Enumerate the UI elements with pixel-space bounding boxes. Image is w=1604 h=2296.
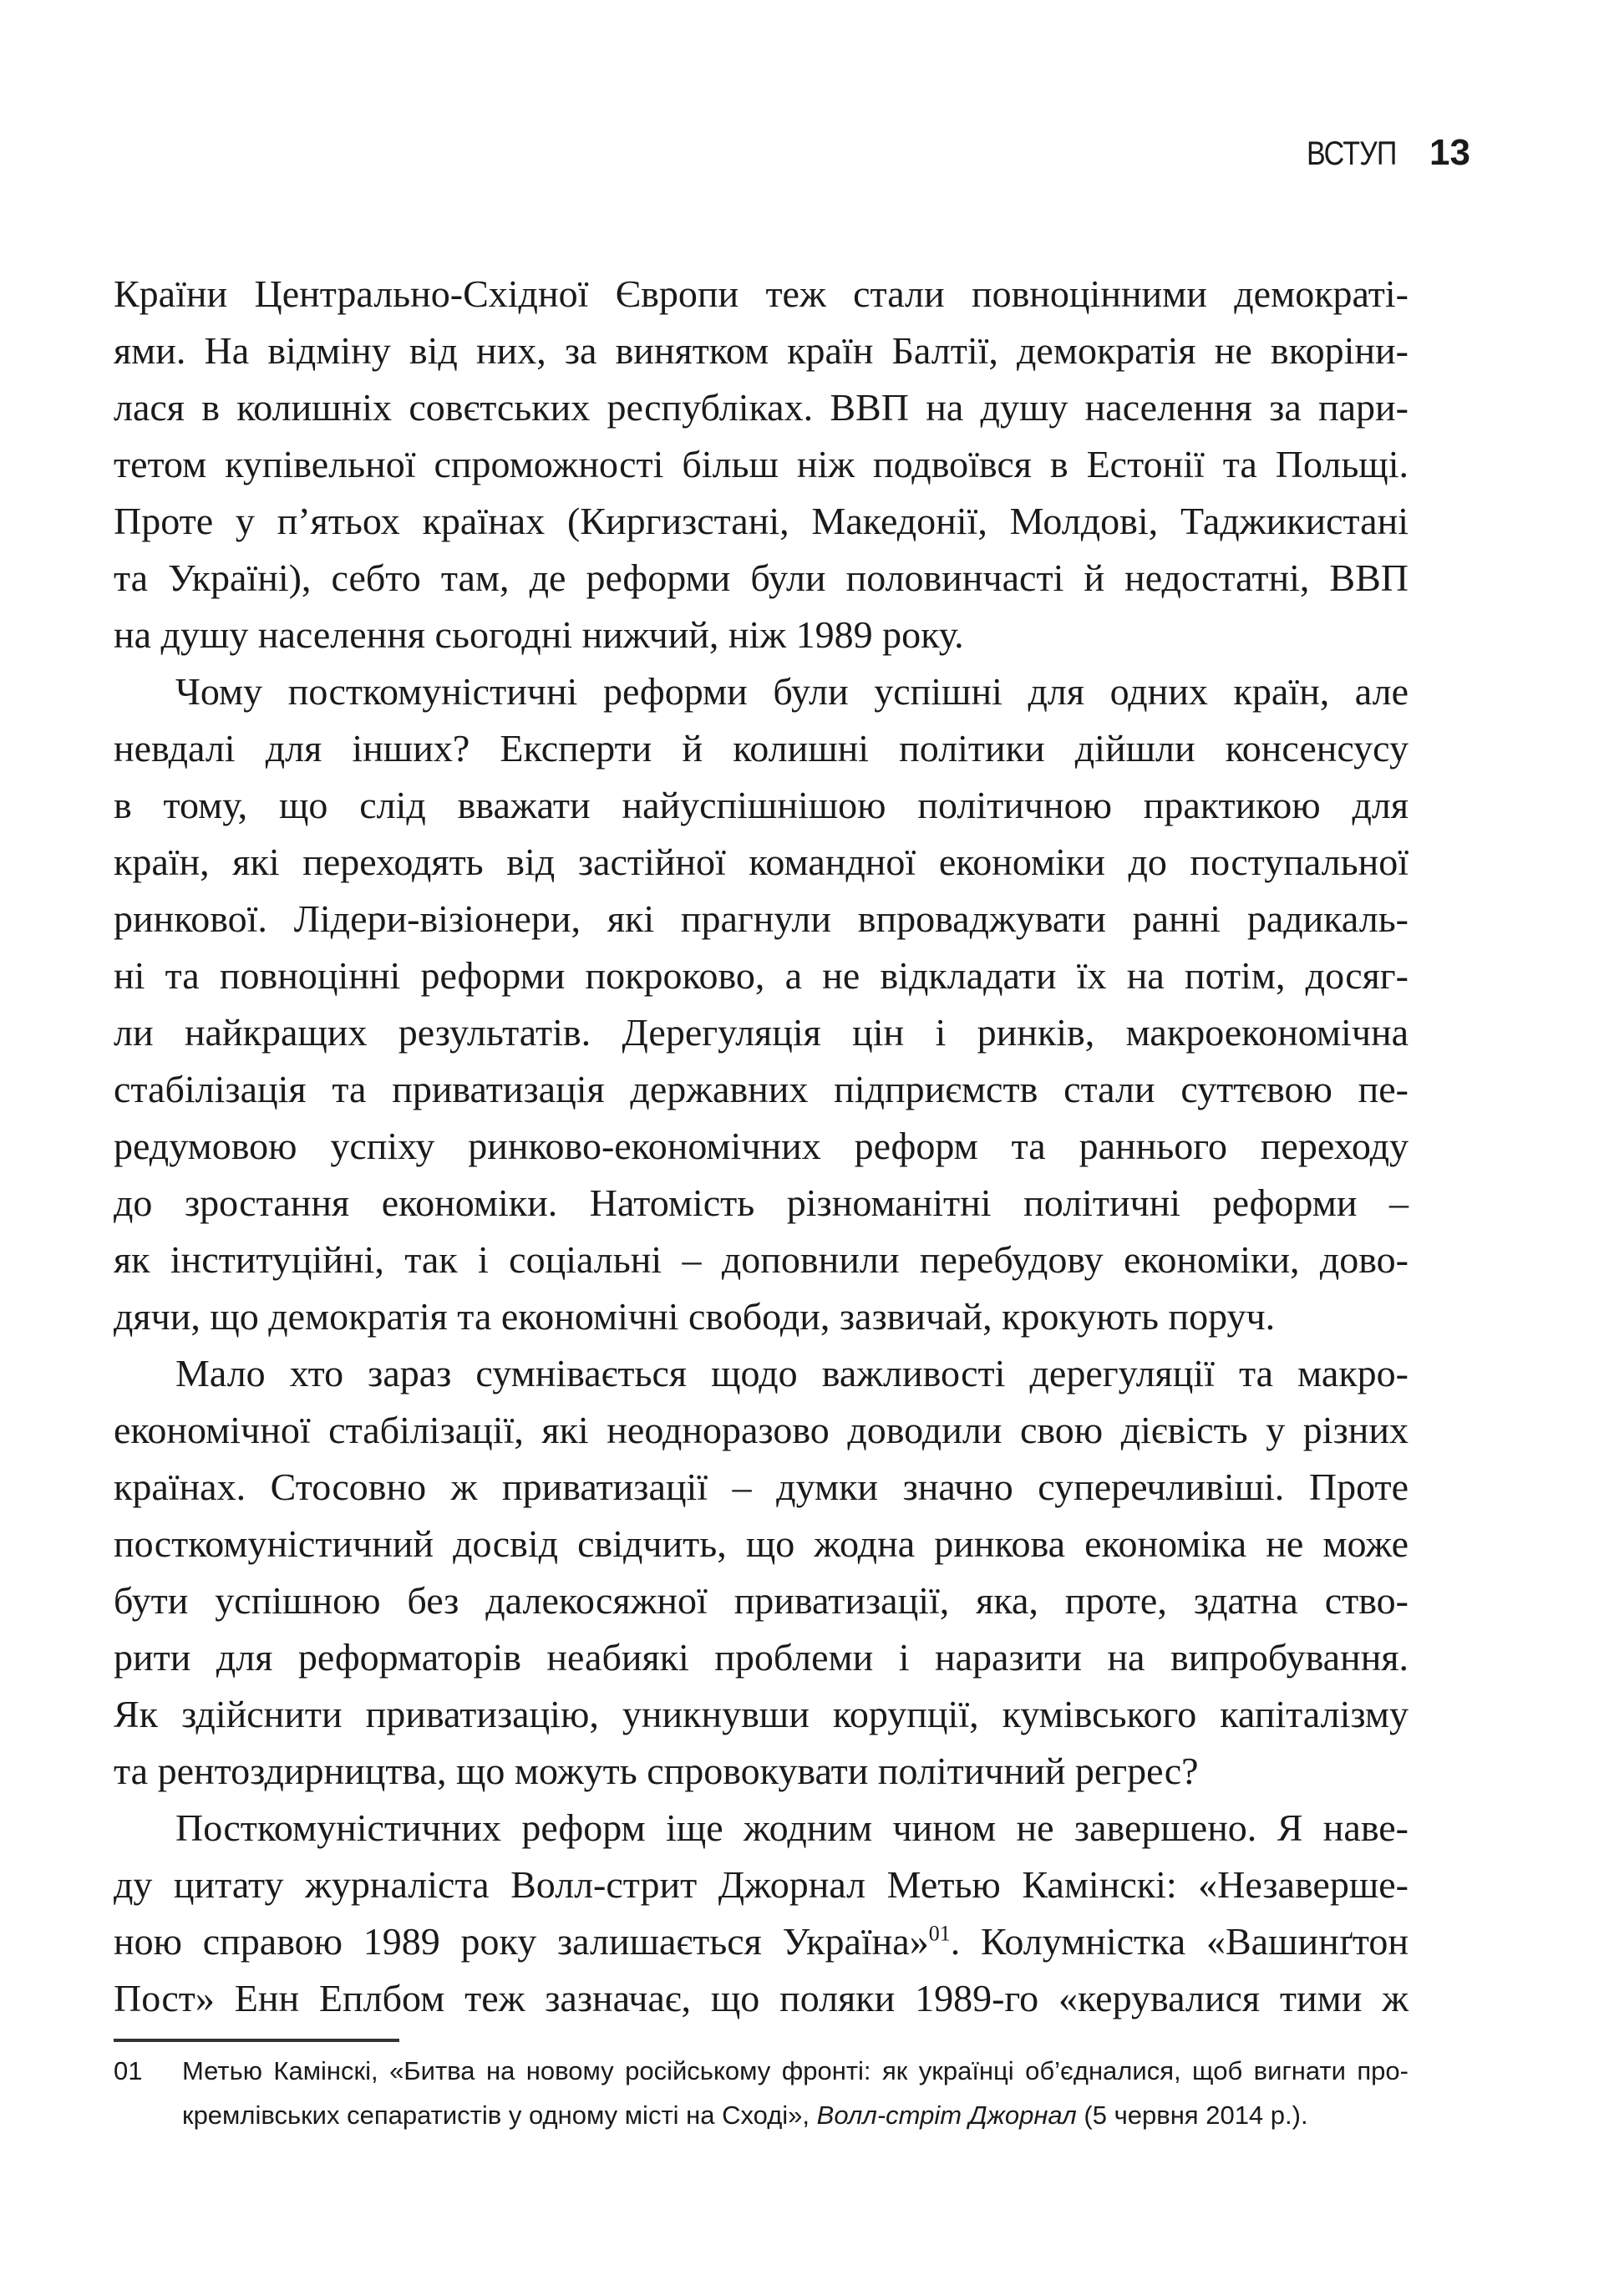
paragraph	[114, 663, 1409, 1345]
text-line: стабілізація та приватизація державних підприємств стали суттєвою пе-	[114, 1068, 1409, 1110]
text-line: Проте у п’ятьох країнах (Киргизстані, Македонії, Молдові, Таджикистані	[114, 500, 1409, 542]
text-line: ями. На відміну від них, за винятком країн Балтії, демократія не вкоріни-	[114, 329, 1409, 372]
text-line: ду цитату журналіста Волл-стрит Джорнал Метью Камінскі: «Незаверше-	[114, 1863, 1409, 1906]
page-number: 13	[1429, 132, 1470, 173]
text-line: Чому посткомуністичні реформи були успішні для одних країн, але	[175, 670, 1409, 713]
running-header	[1291, 132, 1470, 174]
text-line: економічної стабілізації, які неодноразово доводили свою дієвість у різних	[114, 1409, 1409, 1451]
text-line: Мало хто зараз сумнівається щодо важливості дерегуляції та макро-	[175, 1352, 1409, 1394]
text-line: Посткомуністичних реформ іще жодним чином не завершено. Я наве-	[175, 1806, 1409, 1849]
text-line: до зростання економіки. Натомість різноманітні політичні реформи –	[114, 1181, 1409, 1224]
text-line: ринкової. Лідери-візіонери, які прагнули впроваджувати ранні радикаль-	[114, 897, 1409, 940]
text-line: редумовою успіху ринково-економічних реформ та раннього переходу	[114, 1125, 1409, 1167]
text-line: та Україні), себто там, де реформи були половинчасті й недостатні, ВВП	[114, 556, 1409, 599]
text-line: невдалі для інших? Експерти й колишні політики дійшли консенсусу	[114, 727, 1409, 770]
text-line: бути успішною без далекосяжної приватизації, яка, проте, здатна ство-	[114, 1579, 1409, 1622]
body-text	[114, 266, 1409, 2027]
text-line: рити для реформаторів неабиякі проблеми і наразити на випробування.	[114, 1636, 1409, 1679]
text-line: тетом купівельної спроможності більш ніж подвоївся в Естонії та Польщі.	[114, 443, 1409, 485]
footnote-number: 01	[114, 2056, 143, 2085]
source-title: Волл-стріт Джорнал	[816, 2100, 1077, 2130]
text-line: Країни Центрально-Східної Європи теж стали повноцінними демократі-	[114, 272, 1409, 315]
text-fragment: (5 червня 2014 р.).	[1076, 2100, 1308, 2130]
running-title: ВСТУП	[1306, 135, 1397, 172]
text-line: країнах. Стосовно ж приватизації – думки значно суперечливіші. Проте	[114, 1465, 1409, 1508]
footnote-reference[interactable]: 01	[928, 1921, 951, 1946]
text-line-with-footnote	[114, 1913, 1409, 1970]
footnote-text	[182, 2049, 1409, 2137]
paragraph	[114, 1345, 1409, 1800]
text-fragment: кремлівських сепаратистів у одному місті на Сході»,	[182, 2100, 817, 2130]
text-line: та рентоздирництва, що можуть спровокувати політичний регрес?	[114, 1750, 1199, 1792]
paragraph	[114, 266, 1409, 663]
text-fragment: . Колумністка «Вашинґтон	[950, 1920, 1409, 1963]
text-line: дячи, що демократія та економічні свободи, зазвичай, крокують поруч.	[114, 1295, 1276, 1338]
footnote-divider	[114, 2039, 399, 2042]
text-line: ні та повноцінні реформи покроково, а не відкладати їх на потім, досяг-	[114, 954, 1409, 997]
text-line: Пост» Енн Еплбом теж зазначає, що поляки 1989-го «керувалися тими ж	[114, 1977, 1409, 2019]
text-line: країн, які переходять від застійної командної економіки до поступальної	[114, 841, 1409, 883]
text-line: як інституційні, так і соціальні – доповнили перебудову економіки, дово-	[114, 1238, 1409, 1281]
text-fragment: ною справою 1989 року залишається Україна»	[114, 1920, 929, 1963]
text-line: лася в колишніх совєтських республіках. ВВП на душу населення за пари-	[114, 386, 1409, 429]
footnote-line: Метью Камінскі, «Битва на новому російському фронті: як українці об’єдналися, щоб вигнати про-	[182, 2056, 1409, 2085]
text-line: Як здійснити приватизацію, уникнувши корупції, кумівського капіталізму	[114, 1693, 1409, 1735]
paragraph	[114, 1800, 1409, 2027]
text-line: посткомуністичний досвід свідчить, що жодна ринкова економіка не може	[114, 1522, 1409, 1565]
footnote	[114, 2049, 1409, 2137]
footnotes	[114, 2049, 1409, 2137]
text-line: в тому, що слід вважати найуспішнішою політичною практикою для	[114, 784, 1409, 826]
text-line: на душу населення сьогодні нижчий, ніж 1989 року.	[114, 613, 964, 656]
footnote-line	[182, 2093, 1409, 2137]
text-line: ли найкращих результатів. Дерегуляція цін і ринків, макроекономічна	[114, 1011, 1409, 1054]
